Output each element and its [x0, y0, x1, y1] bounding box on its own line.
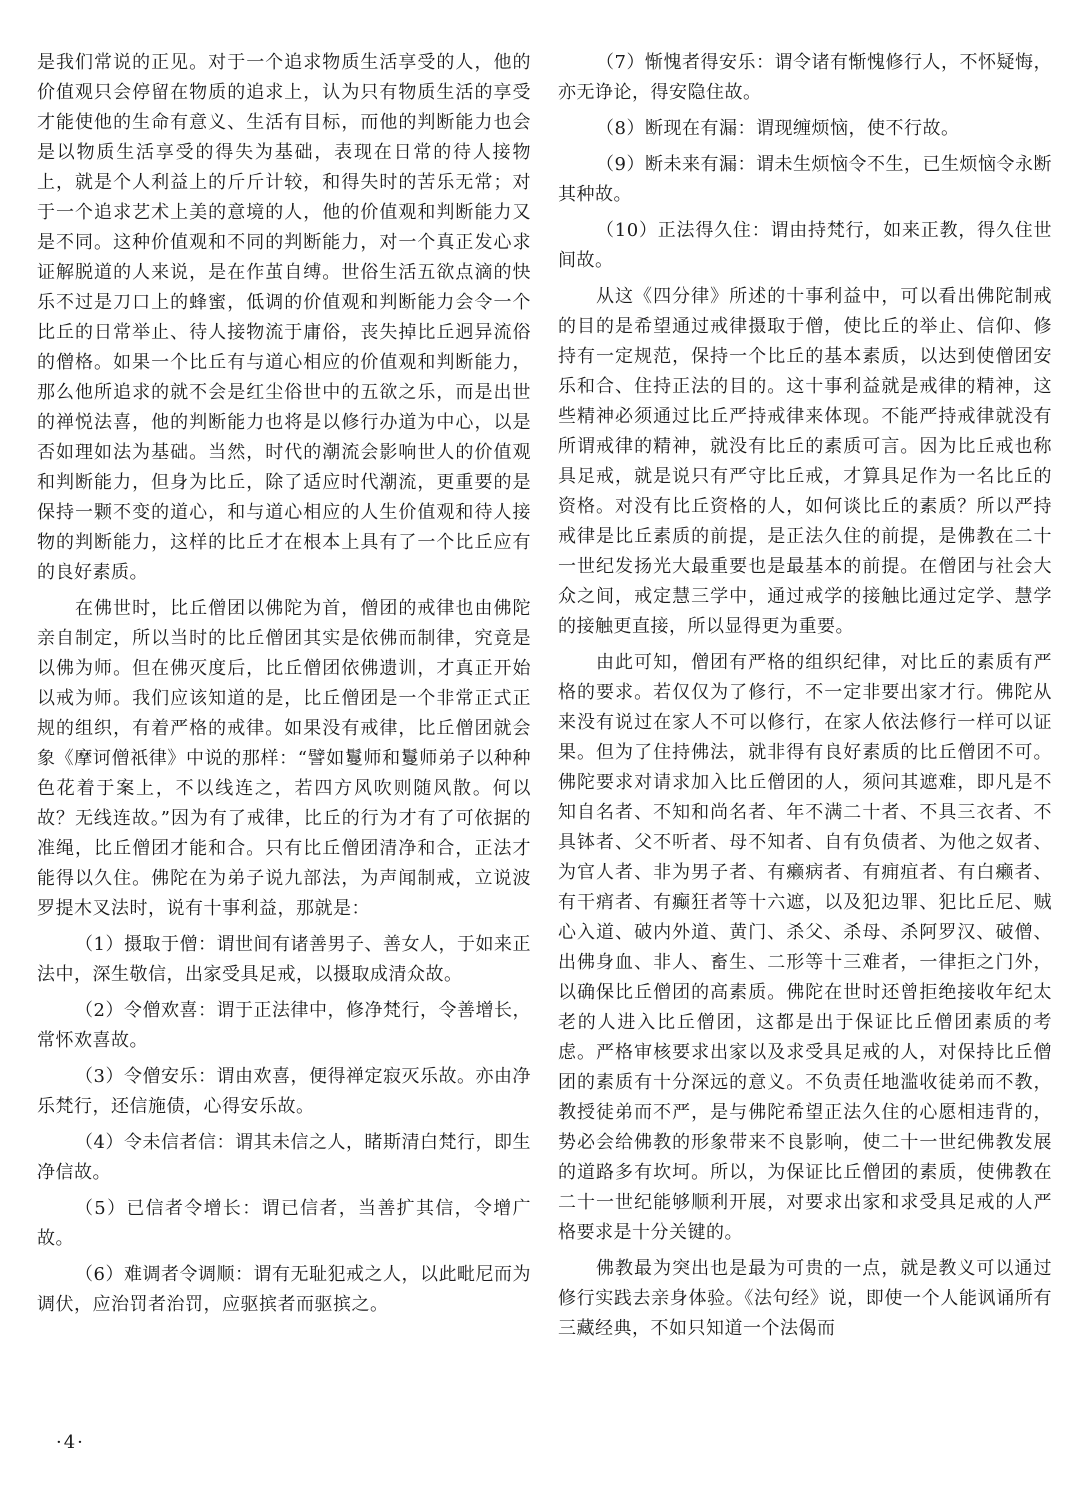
- right-column: [558, 48, 1052, 1344]
- benefit-item-5: （5）已信者令增长：谓已信者，当善扩其信，令增广故。: [37, 1198, 531, 1249]
- left-column: [37, 48, 531, 1320]
- paragraph-continued: 是我们常说的正见。对于一个追求物质生活享受的人，他的价值观只会停留在物质的追求上，认为只有物质生活的享受才能使他的生命有意义、生活有目标，而他的判断能力也会是以物质生活享受的得失为基础，表现在日常的待人接物上，就是个人利益上的斤斤计较，和得失时的苦乐无常；对于一个追求艺术上美的意境的人，他的价值观和判断能力又是不同。这种价值观和不同的判断能力，对一个真正发心求证解脱道的人来说，是在作茧自缚。世俗生活五欲点滴的快乐不过是刀口上的蜂蜜，低调的价值观和判断能力会令一个比丘的日常举止、待人接物流于庸俗，丧失掉比丘迥异流俗的僧格。如果一个比丘有与道心相应的价值观和判断能力，那么他所追求的就不会是红尘俗世中的五欲之乐，而是出世的禅悦法喜，他的判断能力也将是以修行办道为中心，以是否如理如法为基础。当然，时代的潮流会影响世人的价值观和判断能力，但身为比丘，除了适应时代潮流，更重要的是保持一颗不变的道心，和与道心相应的人生价值观和待人接物的判断能力，这样的比丘才在根本上具有了一个比丘应有的良好素质。: [37, 52, 531, 583]
- paragraph-dharmapada: 佛教最为突出也是最为可贵的一点，就是教义可以通过修行实践去亲身体验。《法句经》说，即使一个人能讽诵所有三藏经典，不如只知道一个法偈而: [558, 1258, 1052, 1339]
- paragraph-buddha-era: 在佛世时，比丘僧团以佛陀为首，僧团的戒律也由佛陀亲自制定，所以当时的比丘僧团其实是依佛而制律，究竟是以佛为师。但在佛灭度后，比丘僧团依佛遗训，才真正开始以戒为师。我们应该知道的是，比丘僧团是一个非常正式正规的组织，有着严格的戒律。如果没有戒律，比丘僧团就会象《摩诃僧祇律》中说的那样：“譬如鬘师和鬘师弟子以种种色花着于案上，不以线连之，若四方风吹则随风散。何以故？无线连故。”因为有了戒律，比丘的行为才有了可依据的准绳，比丘僧团才能和合。只有比丘僧团清净和合，正法才能得以久住。佛陀在为弟子说九部法，为声闻制戒，立说波罗提木叉法时，说有十事利益，那就是：: [37, 598, 531, 919]
- benefit-item-6: （6）难调者令调顺：谓有无耻犯戒之人，以此毗尼而为调伏，应治罚者治罚，应驱摈者而驱摈之。: [37, 1264, 531, 1315]
- benefit-item-1: （1）摄取于僧：谓世间有诸善男子、善女人，于如来正法中，深生敬信，出家受具足戒，以摄取成清众故。: [37, 934, 531, 985]
- benefit-item-8: （8）断现在有漏：谓现缠烦恼，使不行故。: [596, 118, 960, 139]
- benefit-item-7: （7）惭愧者得安乐：谓令诸有惭愧修行人，不怀疑悔，亦无诤论，得安隐住故。: [558, 52, 1052, 103]
- benefit-item-10: （10）正法得久住：谓由持梵行，如来正教，得久住世间故。: [558, 220, 1052, 271]
- page-number: ·4·: [56, 1432, 85, 1453]
- paragraph-sangha-discipline: 由此可知，僧团有严格的组织纪律，对比丘的素质有严格的要求。若仅仅为了修行，不一定非要出家才行。佛陀从来没有说过在家人不可以修行，在家人依法修行一样可以证果。但为了住持佛法，就非得有良好素质的比丘僧团不可。佛陀要求对请求加入比丘僧团的人，须问其遮难，即凡是不知自名者、不知和尚名者、年不满二十者、不具三衣者、不具钵者、父不听者、母不知者、自有负债者、为他之奴者、为官人者、非为男子者、有癞病者、有痈疽者、有白癞者、有干痟者、有癫狂者等十六遮，以及犯边罪、犯比丘尼、贼心入道、破内外道、黄门、杀父、杀母、杀阿罗汉、破僧、出佛身血、非人、畜生、二形等十三难者，一律拒之门外，以确保比丘僧团的高素质。佛陀在世时还曾拒绝接收年纪太老的人进入比丘僧团，这都是出于保证比丘僧团素质的考虑。严格审核要求出家以及求受具足戒的人，对保持比丘僧团的素质有十分深远的意义。不负责任地滥收徒弟而不教，教授徒弟而不严，是与佛陀希望正法久住的心愿相违背的，势必会给佛教的形象带来不良影响，使二十一世纪佛教发展的道路多有坎坷。所以，为保证比丘僧团的素质，使佛教在二十一世纪能够顺利开展，对要求出家和求受具足戒的人严格要求是十分关键的。: [558, 652, 1052, 1243]
- paragraph-ten-benefits: 从这《四分律》所述的十事利益中，可以看出佛陀制戒的目的是希望通过戒律摄取于僧，使比丘的举止、信仰、修持有一定规范，保持一个比丘的基本素质，以达到使僧团安乐和合、住持正法的目的。这十事利益就是戒律的精神，这些精神必须通过比丘严持戒律来体现。不能严持戒律就没有所谓戒律的精神，就没有比丘的素质可言。因为比丘戒也称具足戒，就是说只有严守比丘戒，才算具足作为一名比丘的资格。对没有比丘资格的人，如何谈比丘的素质？所以严持戒律是比丘素质的前提，是正法久住的前提，是佛教在二十一世纪发扬光大最重要也是最基本的前提。在僧团与社会大众之间，戒定慧三学中，通过戒学的接触比通过定学、慧学的接触更直接，所以显得更为重要。: [558, 286, 1052, 637]
- benefit-item-9: （9）断未来有漏：谓未生烦恼令不生，已生烦恼令永断其种故。: [558, 154, 1052, 205]
- benefit-item-4: （4）令未信者信：谓其未信之人，睹斯清白梵行，即生净信故。: [37, 1132, 531, 1183]
- benefit-item-2: （2）令僧欢喜：谓于正法律中，修净梵行，令善增长，常怀欢喜故。: [37, 1000, 531, 1051]
- benefit-item-3: （3）令僧安乐：谓由欢喜，便得禅定寂灭乐故。亦由净乐梵行，还信施债，心得安乐故。: [37, 1066, 531, 1117]
